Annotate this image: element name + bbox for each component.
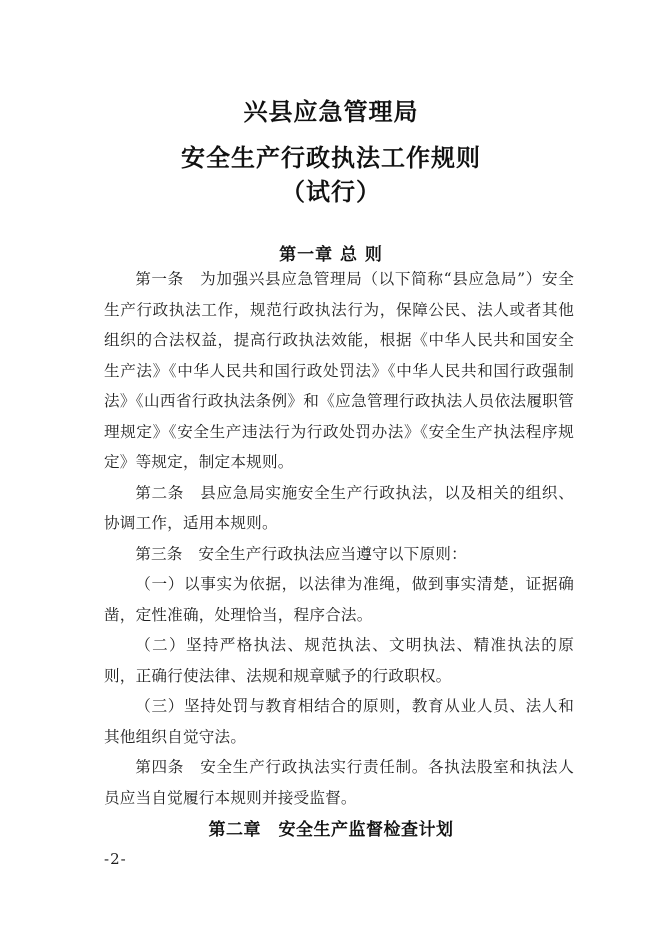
- article-2-paragraph: 第二条 县应急局实施安全生产行政执法，以及相关的组织、协调工作，适用本规则。: [104, 483, 574, 532]
- body-text-block: [104, 264, 574, 813]
- article-1-paragraph: 第一条 为加强兴县应急管理局（以下简称“县应急局”）安全生产行政执法工作，规范行政执法行为，保障公民、法人或者其他组织的合法权益，提高行政执法效能，根据《中华人民共和国安全生产法》《中华人民共和国行政处罚法》《中华人民共和国行政强制法》《山西省行政执法条例》和《应急管理行政执法人员依法履职管理规定》《安全生产违法行为行政处罚办法》《安全生产执法程序规定》等规定，制定本规则。: [104, 270, 574, 471]
- chapter-heading: 第一章 总 则: [279, 245, 383, 265]
- document-title-line3: （试行）: [281, 178, 381, 206]
- page-number: -2-: [104, 850, 127, 868]
- principle-3-paragraph: （三）坚持处罚与教育相结合的原则，教育从业人员、法人和其他组织自觉守法。: [104, 697, 574, 746]
- chapter-heading: 第二章 安全生产监督检查计划: [208, 820, 454, 840]
- document-title-line2: 安全生产行政执法工作规则: [181, 144, 481, 172]
- document-title-line1: 兴县应急管理局: [243, 98, 419, 126]
- article-3-paragraph: 第三条 安全生产行政执法应当遵守以下原则：: [135, 544, 467, 563]
- principle-2-paragraph: （二）坚持严格执法、规范执法、文明执法、精准执法的原则，正确行使法律、法规和规章赋予的行政职权。: [104, 636, 574, 685]
- principle-1-paragraph: （一）以事实为依据，以法律为准绳，做到事实清楚，证据确凿，定性准确，处理恰当，程序合法。: [104, 575, 574, 624]
- article-4-paragraph: 第四条 安全生产行政执法实行责任制。各执法股室和执法人员应当自觉履行本规则并接受监督。: [104, 758, 574, 807]
